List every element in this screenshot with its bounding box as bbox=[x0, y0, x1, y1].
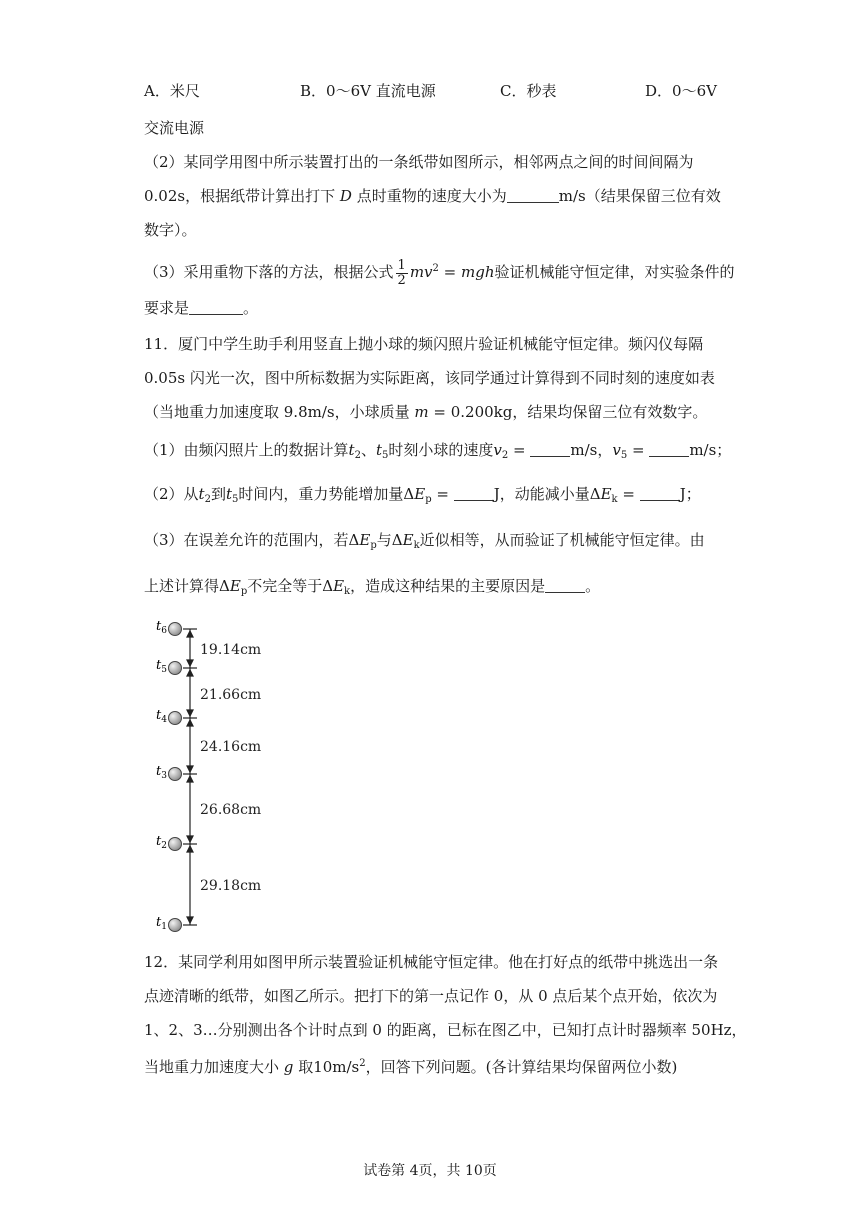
q10-2-line2: 0.02s，根据纸带计算出打下 D 点时重物的速度大小为 m/s（结果保留三位有效 bbox=[144, 187, 721, 205]
q10-2-line1: （2）某同学用图中所示装置打出的一条纸带如图所示，相邻两点之间的时间间隔为 bbox=[144, 153, 694, 171]
formula-fraction: $\frac{1}{2}$ bbox=[397, 257, 406, 288]
q11-part3-line1: （3）在误差允许的范围内，若$\Delta E_p$与$\Delta E_k$近似相等，从而验证了机械能守恒定律。由 bbox=[144, 531, 705, 551]
strobe-photo-figure bbox=[150, 612, 310, 942]
distance-label: 26.68cm bbox=[200, 802, 262, 818]
q12-line1: 12．某同学利用如图甲所示装置验证机械能守恒定律。他在打好点的纸带中挑选出一条 bbox=[144, 953, 719, 971]
q11-line2: 0.05s 闪光一次，图中所标数据为实际距离，该同学通过计算得到不同时刻的速度如表 bbox=[144, 369, 715, 387]
q10-2-line3: 数字）。 bbox=[144, 221, 197, 239]
distance-label: 19.14cm bbox=[200, 642, 262, 658]
answer-blank[interactable] bbox=[530, 442, 570, 457]
distance-label: 29.18cm bbox=[200, 878, 262, 894]
answer-blank[interactable] bbox=[454, 486, 494, 501]
time-label: $t_6$ bbox=[156, 619, 167, 636]
ball-t6 bbox=[156, 619, 182, 636]
option-d-continued: 交流电源 bbox=[144, 119, 205, 137]
q12-line2: 点迹清晰的纸带，如图乙所示。把打下的第一点记作 0，从 0 点后某个点开始，依次为 bbox=[144, 987, 718, 1005]
q11-part2: （2）从$t_2$到$t_5$时间内，重力势能增加量$\Delta E_p = J$，动能减小量$\Delta E_k = J$； bbox=[144, 485, 701, 505]
answer-blank[interactable] bbox=[507, 188, 559, 203]
time-label: $t_4$ bbox=[156, 708, 167, 725]
ball-t1 bbox=[156, 915, 182, 932]
time-label: $t_5$ bbox=[156, 658, 167, 675]
ball-t3 bbox=[156, 764, 182, 781]
ball-t4 bbox=[156, 708, 182, 725]
answer-blank[interactable] bbox=[545, 578, 585, 593]
ball-t5 bbox=[156, 658, 182, 675]
option-c: C．秒表 bbox=[500, 82, 557, 100]
answer-blank[interactable] bbox=[649, 442, 689, 457]
q11-line3: （当地重力加速度取 9.8m/s，小球质量 m = 0.200kg，结果均保留三位有效数字。 bbox=[144, 403, 708, 421]
q11-part3-line2: 上述计算得$\Delta E_p$不完全等于$\Delta E_k$，造成这种结果的主要原因是 。 bbox=[144, 577, 601, 597]
q12-line3: 1、2、3…分别测出各个计时点到 0 的距离，已标在图乙中，已知打点计时器频率 50Hz， bbox=[144, 1021, 747, 1039]
option-d: D．0～6V bbox=[645, 82, 717, 100]
q11-part1: （1）由频闪照片上的数据计算$t_2$、$t_5$时刻小球的速度$v_2 = m/s$，$v_5 = m/s$； bbox=[144, 441, 732, 461]
time-label: $t_1$ bbox=[156, 915, 167, 932]
q12-line4: 当地重力加速度大小 g 取$10m/s^2$，回答下列问题。(各计算结果均保留两位小数) bbox=[144, 1058, 678, 1076]
answer-blank[interactable] bbox=[640, 486, 680, 501]
q11-line1: 11．厦门中学生助手利用竖直上抛小球的频闪照片验证机械能守恒定律。频闪仪每隔 bbox=[144, 335, 704, 353]
answer-blank[interactable] bbox=[189, 300, 243, 315]
option-b: B．0～6V 直流电源 bbox=[300, 82, 436, 100]
q10-3-line2: 要求是 。 bbox=[144, 299, 259, 317]
q10-3-line1: （3）采用重物下落的方法，根据公式 $\frac{1}{2}$ $mv^2$ = mgh验证机械能守恒定律，对实验条件的 bbox=[144, 257, 735, 288]
ball-t2 bbox=[156, 834, 182, 851]
distance-label: 24.16cm bbox=[200, 739, 262, 755]
time-label: $t_3$ bbox=[156, 764, 167, 781]
time-label: $t_2$ bbox=[156, 834, 167, 851]
distance-label: 21.66cm bbox=[200, 687, 262, 703]
page-footer: 试卷第 4页，共 10页 bbox=[363, 1163, 497, 1179]
option-a: A．米尺 bbox=[144, 82, 200, 100]
